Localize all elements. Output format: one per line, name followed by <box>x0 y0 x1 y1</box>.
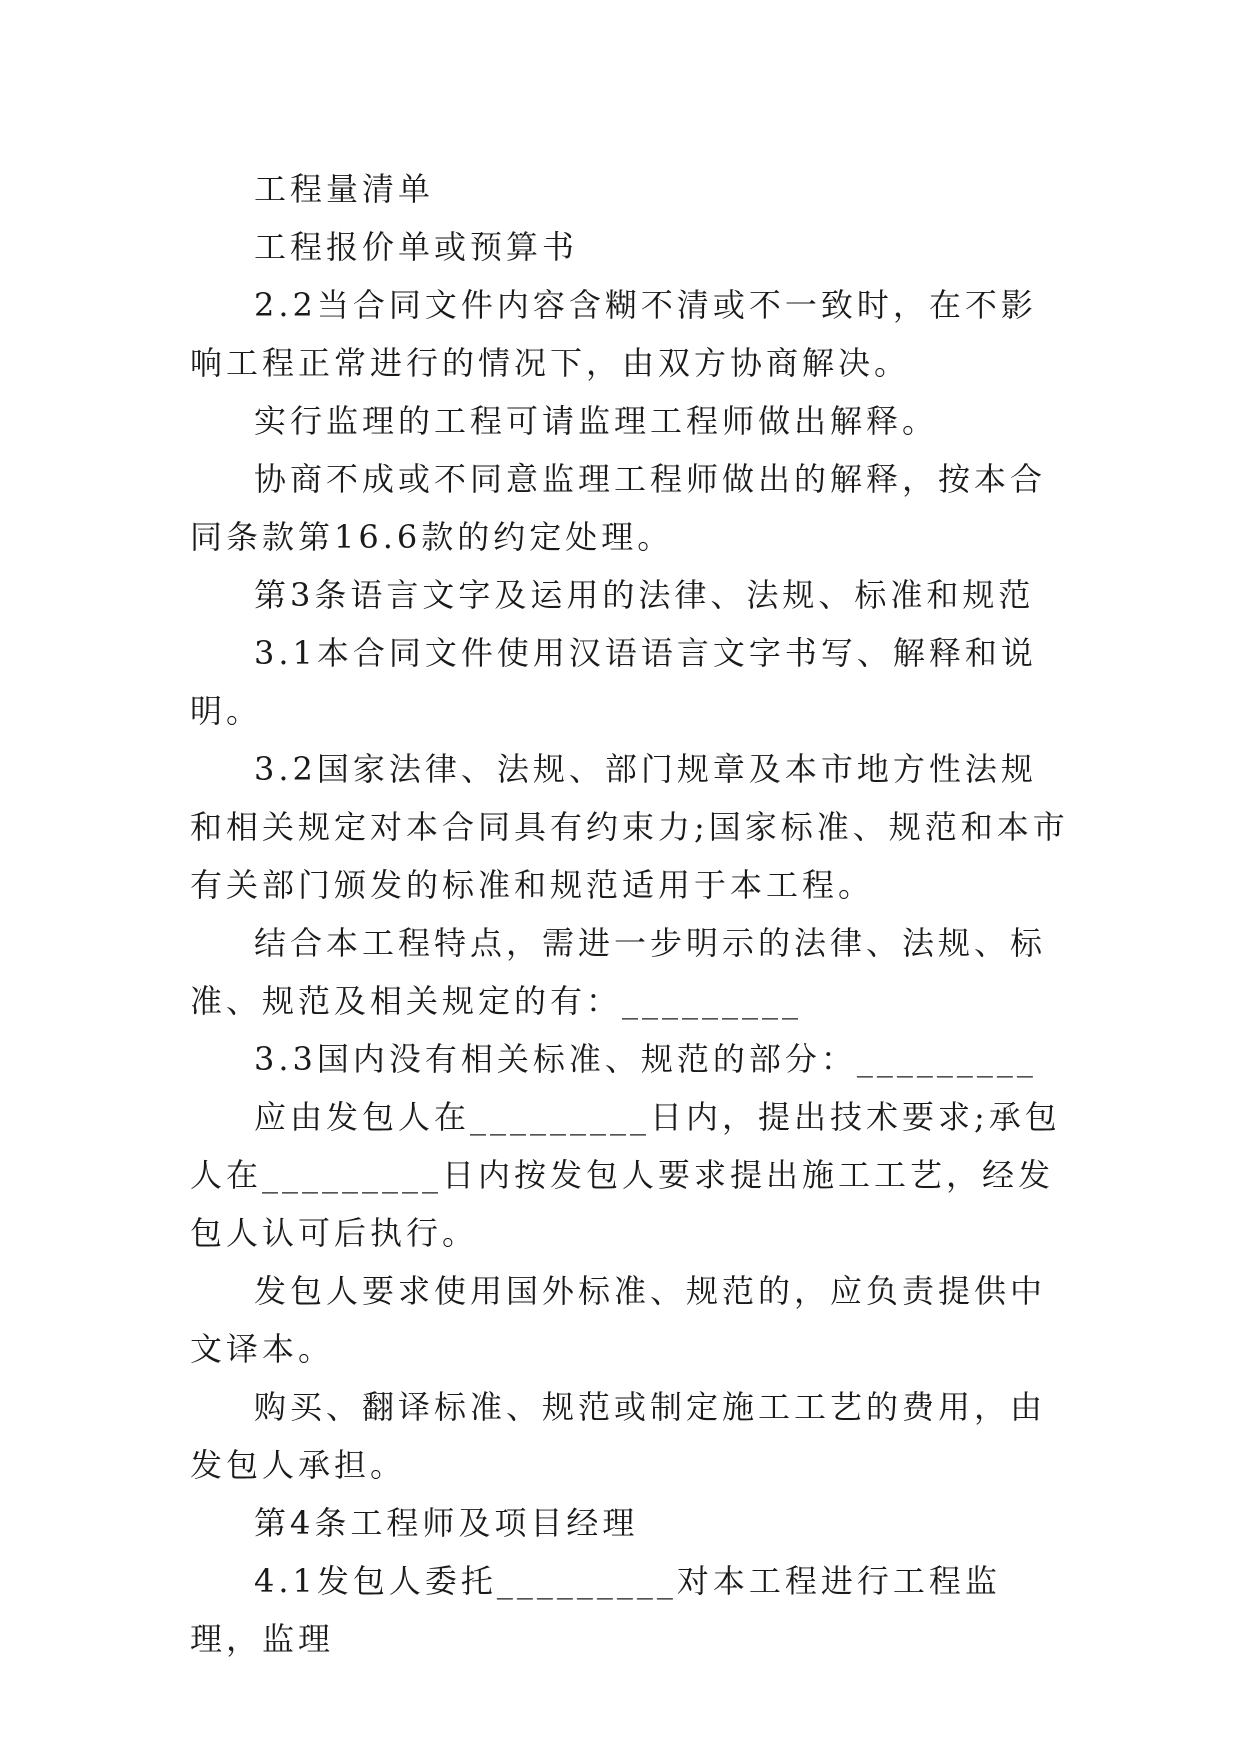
paragraph-technical-requirements: 应由发包人在_________日内，提出技术要求;承包人在_________日内按发包人要求提出施工工艺，经发包人认可后执行。 <box>190 1098 1061 1252</box>
paragraph-supervision-explanation: 实行监理的工程可请监理工程师做出解释。 <box>254 402 939 440</box>
paragraph-clause-2-2: 2.2当合同文件内容含糊不清或不一致时，在不影响工程正常进行的情况下，由双方协商解决。 <box>190 286 1037 382</box>
paragraph-clause-3-1: 3.1本合同文件使用汉语语言文字书写、解释和说明。 <box>190 634 1037 730</box>
paragraph-dispute-handling: 协商不成或不同意监理工程师做出的解释，按本合同条款第16.6款的约定处理。 <box>190 460 1047 556</box>
paragraph-article-4-heading: 第4条工程师及项目经理 <box>254 1504 639 1542</box>
paragraph-article-3-heading: 第3条语言文字及运用的法律、法规、标准和规范 <box>254 576 1035 614</box>
paragraph-bill-of-quantities: 工程量清单 <box>254 170 435 208</box>
paragraph-clause-3-3: 3.3国内没有相关标准、规范的部分：_________ <box>254 1040 1037 1078</box>
paragraph-specific-regulations: 结合本工程特点，需进一步明示的法律、法规、标准、规范及相关规定的有：_________ <box>190 924 1047 1020</box>
paragraph-clause-4-1: 4.1发包人委托_________对本工程进行工程监理，监理 <box>190 1562 1001 1658</box>
paragraph-clause-3-2: 3.2国家法律、法规、部门规章及本市地方性法规和相关规定对本合同具有约束力;国家标准、规范和本市有关部门颁发的标准和规范适用于本工程。 <box>190 750 1069 904</box>
paragraph-quotation-or-budget: 工程报价单或预算书 <box>254 228 579 266</box>
document-body <box>190 160 1070 1668</box>
paragraph-foreign-standards: 发包人要求使用国外标准、规范的，应负责提供中文译本。 <box>190 1272 1047 1368</box>
paragraph-translation-costs: 购买、翻译标准、规范或制定施工工艺的费用，由发包人承担。 <box>190 1388 1047 1484</box>
